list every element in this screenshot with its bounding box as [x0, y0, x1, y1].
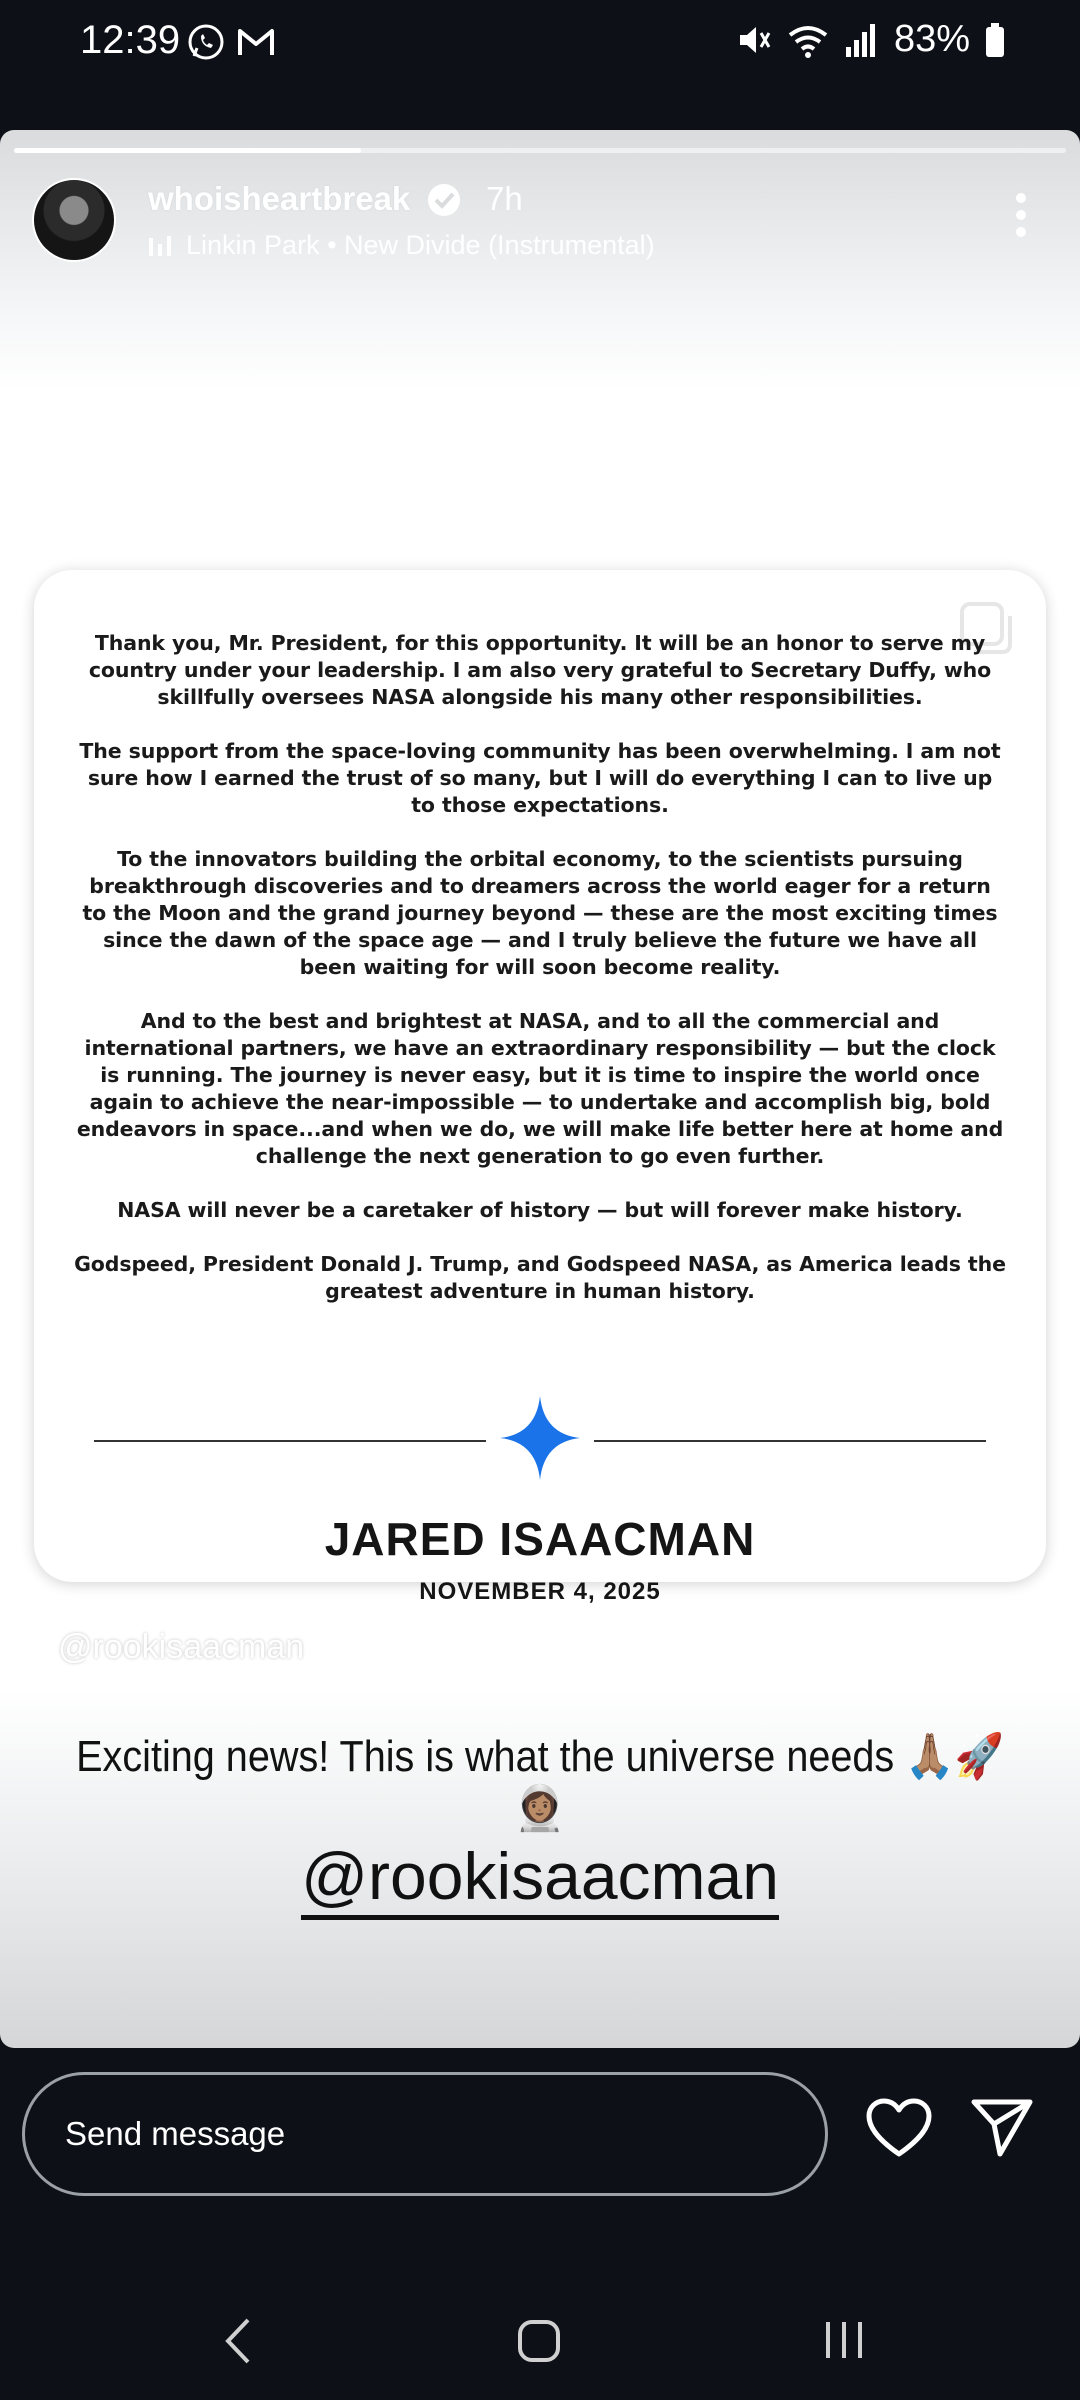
- verified-badge-icon: [426, 182, 462, 218]
- music-bars-icon: [148, 234, 174, 258]
- signer-name: JARED ISAACMAN: [324, 1513, 756, 1565]
- story-caption: Exciting news! This is what the universe needs 🙏🏽🚀👩🏽‍🚀: [76, 1732, 1004, 1833]
- mute-icon: [734, 21, 772, 59]
- send-message-placeholder: Send message: [65, 2115, 286, 2152]
- statement-paragraph: The support from the space-loving community has been overwhelming. I am not sure how I earned the trust of so many, but I will do everything I can to live up to those expectations.: [79, 739, 1001, 817]
- story-progress-bar: [14, 148, 1066, 153]
- status-notification-icons: [186, 22, 276, 62]
- statement-paragraph: NASA will never be a caretaker of history — but will forever make history.: [117, 1198, 963, 1222]
- home-icon[interactable]: [516, 2318, 562, 2364]
- statement-paragraph: And to the best and brightest at NASA, and to all the commercial and international partners, we have an extraordinary responsibility — but the clock is running. The journey is never easy, but it is time to inspire the world once again to achieve the near-impossible — to undertake and accomplish big, bold endeavors in space...and when we do, we will make life better here at home and challenge the next generation to go even further.: [76, 1009, 1004, 1168]
- statement-paragraph: Thank you, Mr. President, for this opportunity. It will be an honor to serve my country under your leadership. I am also very grateful to Secretary Duffy, who skillfully oversees NASA alongside his many other responsibilities.: [88, 631, 992, 709]
- statement-paragraph: Godspeed, President Donald J. Trump, and Godspeed NASA, as America leads the greatest adventure in human history.: [74, 1252, 1006, 1303]
- send-message-input[interactable]: [22, 2072, 828, 2196]
- four-point-star-icon: [500, 1396, 580, 1480]
- battery-icon: [984, 21, 1006, 59]
- username[interactable]: whoisheartbreak: [148, 180, 411, 217]
- divider: [94, 1440, 486, 1442]
- battery-percentage: 83%: [893, 18, 970, 60]
- divider: [594, 1440, 986, 1442]
- back-icon[interactable]: [222, 2316, 252, 2366]
- send-paper-plane-icon[interactable]: [970, 2096, 1034, 2158]
- status-system-icons: [734, 18, 1006, 61]
- story-progress-fill: [14, 148, 361, 153]
- story-viewer[interactable]: [0, 130, 1080, 2048]
- gmail-icon: [236, 25, 276, 59]
- post-time: 7h: [486, 180, 523, 217]
- music-attribution[interactable]: [148, 230, 655, 261]
- more-options-icon[interactable]: [1014, 192, 1028, 238]
- statement-text: [74, 630, 1006, 1332]
- statement-date: NOVEMBER 4, 2025: [419, 1578, 661, 1605]
- status-time: 12:39: [80, 18, 181, 62]
- statement-card: [34, 570, 1046, 1605]
- avatar[interactable]: [32, 178, 116, 262]
- mention-text: @rookisaacman: [301, 1839, 779, 1920]
- system-navigation-bar: [0, 2280, 1080, 2400]
- whatsapp-icon: [186, 22, 226, 62]
- music-label: Linkin Park • New Divide (Instrumental): [186, 230, 655, 260]
- heart-icon[interactable]: [866, 2098, 932, 2158]
- status-bar: [0, 0, 1080, 88]
- signal-icon: [844, 21, 880, 59]
- recent-apps-icon[interactable]: [822, 2318, 866, 2362]
- watermark-handle: @rookisaacman: [58, 1628, 305, 1666]
- mention-sticker[interactable]: [0, 1838, 1080, 1914]
- statement-paragraph: To the innovators building the orbital economy, to the scientists pursuing breakthrough discoveries and to dreamers across the world eager for a return to the Moon and the grand journey beyond — these are the most exciting times since the dawn of the space age — and I truly believe the future we have all been waiting for will soon become reality.: [82, 847, 998, 979]
- wifi-icon: [786, 21, 830, 59]
